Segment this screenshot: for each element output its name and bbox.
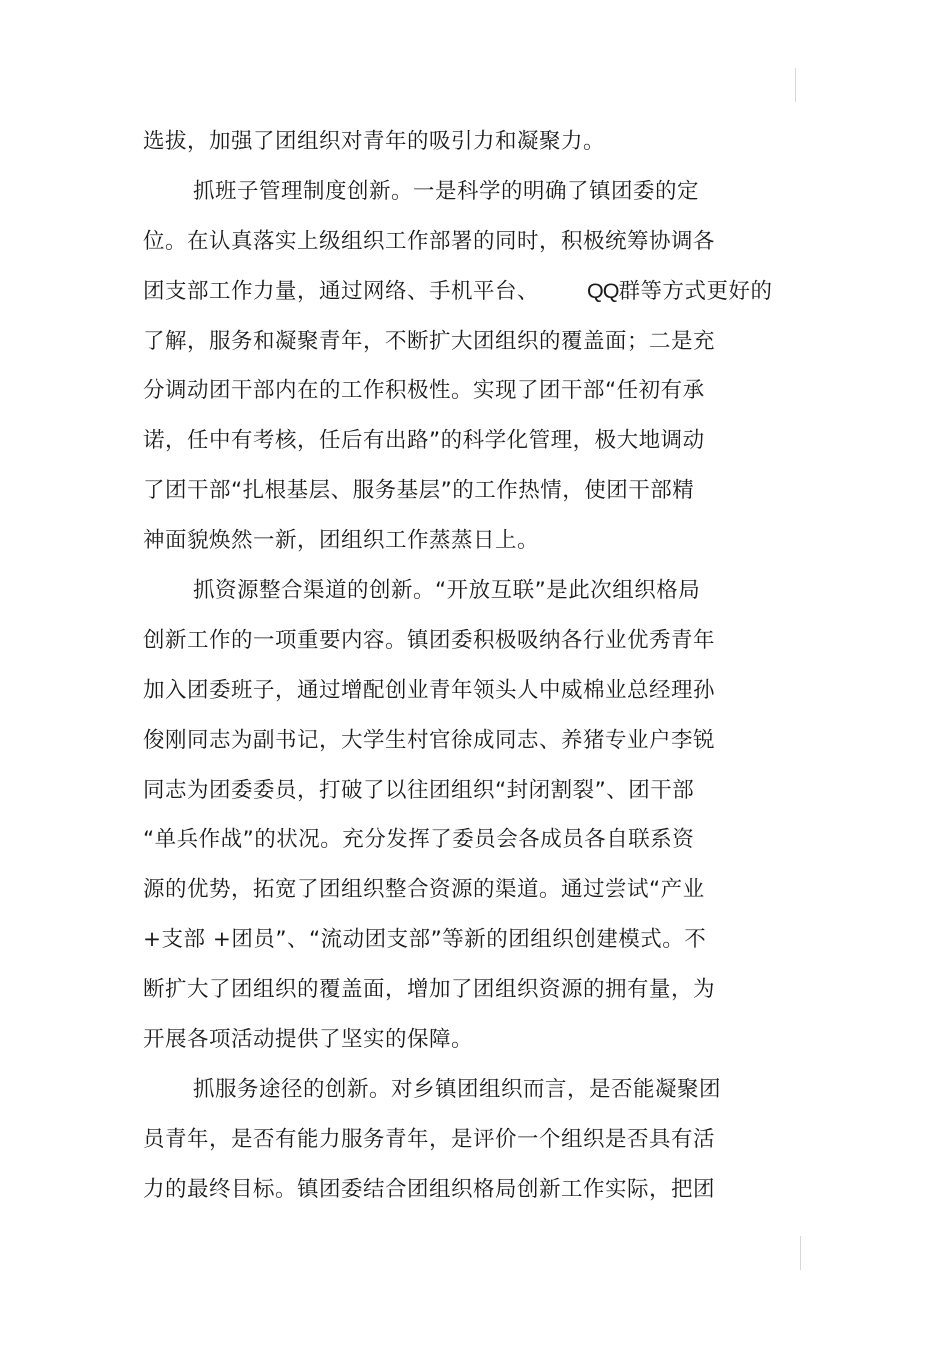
text-line: 了解，服务和凝聚青年，不断扩大团组织的覆盖面；二是充 [143, 328, 716, 354]
text-line: “单兵作战”的状况。充分发挥了委员会各成员各自联系资 [143, 827, 695, 853]
text-line: 诺，任中有考核，任后有出路”的科学化管理，极大地调动 [143, 428, 705, 454]
paragraph-start-line: 抓资源整合渠道的创新。“开放互联”是此次组织格局 [193, 578, 701, 604]
paragraph-start-line: 抓班子管理制度创新。一是科学的明确了镇团委的定 [193, 178, 700, 204]
text-line: 力的最终目标。镇团委结合团组织格局创新工作实际，把团 [143, 1176, 716, 1202]
text-line: +支部 +团员”、“流动团支部”等新的团组织创建模式。不 [143, 927, 707, 953]
qq-text: QQ [587, 278, 619, 303]
text-line: 加入团委班子，通过增配创业青年领头人中威棉业总经理孙 [143, 677, 716, 703]
text-line: 源的优势，拓宽了团组织整合资源的渠道。通过尝试“产业 [143, 877, 705, 903]
text-line: 位。在认真落实上级组织工作部署的同时，积极统筹协调各 [143, 228, 716, 254]
text-line: 开展各项活动提供了坚实的保障。 [143, 1027, 474, 1053]
text-line: 同志为团委委员，打破了以往团组织“封闭割裂”、团干部 [143, 777, 695, 803]
text-line: 选拔，加强了团组织对青年的吸引力和凝聚力。 [143, 129, 606, 154]
text-line: 员青年，是否有能力服务青年，是评价一个组织是否具有活 [143, 1126, 716, 1152]
text-segment: 群等方式更好的 [618, 278, 773, 304]
text-line: 创新工作的一项重要内容。镇团委积极吸纳各行业优秀青年 [143, 627, 716, 653]
page-margin-mark-bottom [800, 1236, 801, 1270]
text-segment: 团支部工作力量，通过网络、手机平台、 [143, 278, 540, 304]
text-line: 神面貌焕然一新，团组织工作蒸蒸日上。 [143, 528, 540, 554]
text-line [143, 267, 803, 317]
text-line: 断扩大了团组织的覆盖面，增加了团组织资源的拥有量，为 [143, 977, 716, 1003]
document-body [143, 117, 803, 1215]
page-margin-mark-top [795, 68, 796, 102]
text-line: 了团干部“扎根基层、服务基层”的工作热情，使团干部精 [143, 478, 695, 504]
paragraph-start-line: 抓服务途径的创新。对乡镇团组织而言，是否能凝聚团 [193, 1076, 722, 1102]
text-line: 分调动团干部内在的工作积极性。实现了团干部“任初有承 [143, 378, 705, 404]
text-line: 俊刚同志为副书记，大学生村官徐成同志、养猪专业户李锐 [143, 727, 716, 753]
